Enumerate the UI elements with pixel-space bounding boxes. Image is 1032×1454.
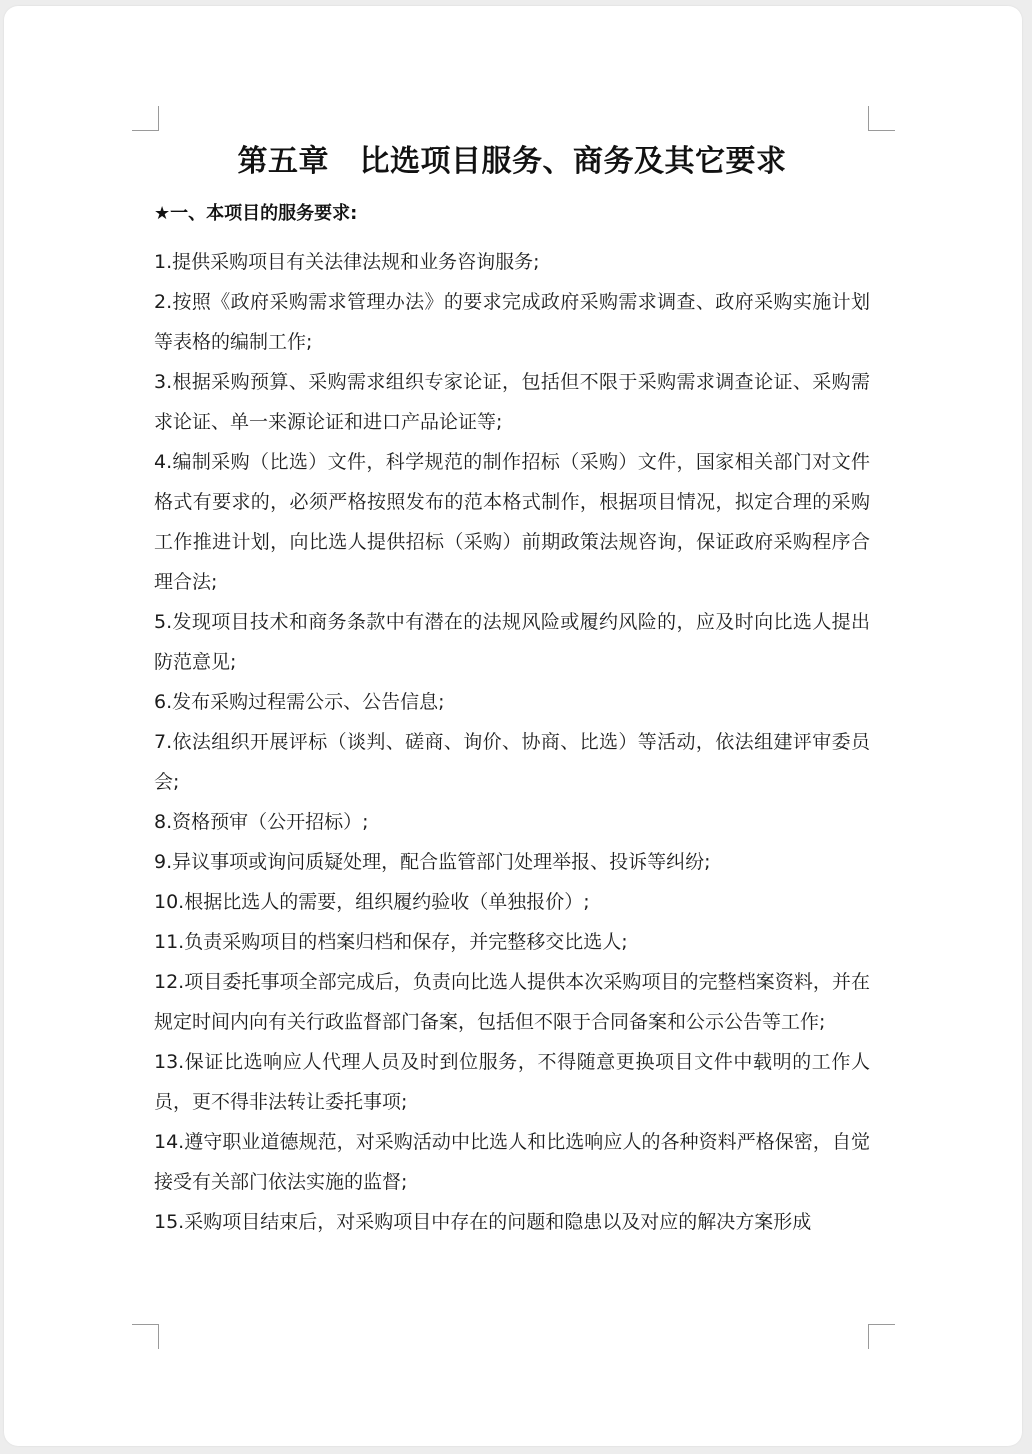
service-requirements-list (154, 242, 870, 1242)
list-item: 4.编制采购（比选）文件，科学规范的制作招标（采购）文件，国家相关部门对文件格式有要求的，必须严格按照发布的范本格式制作，根据项目情况，拟定合理的采购工作推进计划，向比选人提供招标（采购）前期政策法规咨询，保证政府采购程序合理合法; (154, 451, 870, 593)
list-item: 10.根据比选人的需要，组织履约验收（单独报价）; (154, 891, 590, 913)
list-item: 7.依法组织开展评标（谈判、磋商、询价、协商、比选）等活动，依法组建评审委员会; (154, 731, 870, 793)
list-item: 5.发现项目技术和商务条款中有潜在的法规风险或履约风险的，应及时向比选人提出防范意见; (154, 611, 870, 673)
list-item: 6.发布采购过程需公示、公告信息; (154, 691, 445, 713)
list-item: 2.按照《政府采购需求管理办法》的要求完成政府采购需求调查、政府采购实施计划等表格的编制工作; (154, 291, 870, 353)
list-item: 8.资格预审（公开招标）; (154, 811, 369, 833)
section-heading: ★一、本项目的服务要求: (154, 203, 358, 224)
list-item: 12.项目委托事项全部完成后，负责向比选人提供本次采购项目的完整档案资料，并在规定时间内向有关行政监督部门备案，包括但不限于合同备案和公示公告等工作; (154, 971, 870, 1033)
list-item: 11.负责采购项目的档案归档和保存，并完整移交比选人; (154, 931, 628, 953)
list-item: 1.提供采购项目有关法律法规和业务咨询服务; (154, 251, 540, 273)
document-body (154, 134, 870, 1242)
chapter-title: 第五章 比选项目服务、商务及其它要求 (237, 144, 787, 179)
crop-mark-top-right (868, 106, 895, 131)
crop-mark-bottom-left (132, 1324, 159, 1349)
list-item: 9.异议事项或询问质疑处理，配合监管部门处理举报、投诉等纠纷; (154, 851, 711, 873)
crop-mark-bottom-right (868, 1324, 895, 1349)
list-item: 15.采购项目结束后，对采购项目中存在的问题和隐患以及对应的解决方案形成 (154, 1211, 812, 1233)
list-item: 13.保证比选响应人代理人员及时到位服务，不得随意更换项目文件中载明的工作人员，更不得非法转让委托事项; (154, 1051, 870, 1113)
list-item: 14.遵守职业道德规范，对采购活动中比选人和比选响应人的各种资料严格保密，自觉接受有关部门依法实施的监督; (154, 1131, 870, 1193)
crop-mark-top-left (132, 106, 159, 131)
list-item: 3.根据采购预算、采购需求组织专家论证，包括但不限于采购需求调查论证、采购需求论证、单一来源论证和进口产品论证等; (154, 371, 870, 433)
